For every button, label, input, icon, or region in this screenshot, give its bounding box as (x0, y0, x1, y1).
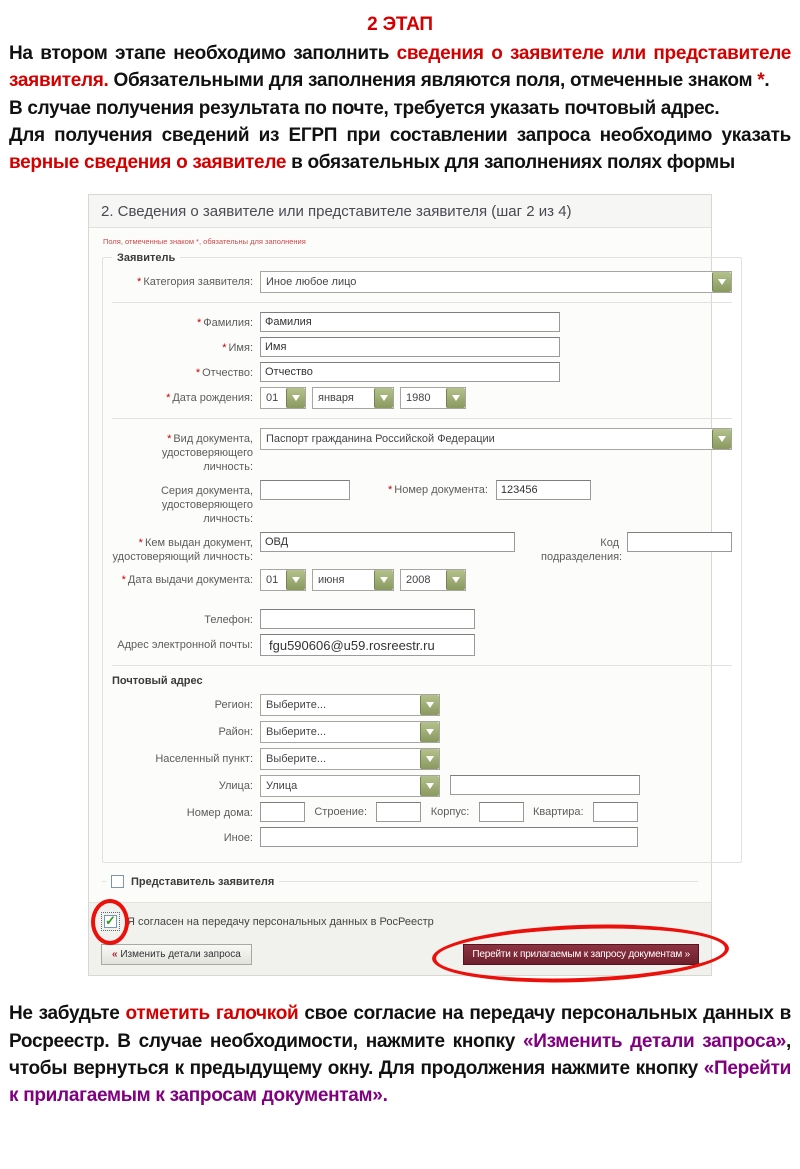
intro-highlight-applicant-info: сведения о заявителе или представителе заявителя. (9, 43, 791, 92)
postal-address-legend: Почтовый адрес (112, 675, 203, 688)
category-row (112, 271, 732, 293)
issue-month-value: июня (318, 574, 345, 587)
intro-text: На втором этапе необходимо заполнить (9, 43, 397, 64)
outro-text: , чтобы вернуться к предыдущему окну. Для продолжения нажмите кнопку (9, 1030, 791, 1079)
chevron-down-icon (446, 388, 465, 408)
issue-year-select[interactable] (400, 569, 466, 591)
issue-day-value: 01 (266, 574, 279, 587)
next-step-button[interactable]: Перейти к прилагаемым к запросу документам » (463, 944, 699, 965)
required-asterisk: * (195, 366, 201, 379)
intro-text: в обязательных для заполнениях полях формы (286, 152, 735, 174)
issuer-input[interactable] (260, 532, 515, 552)
outro-highlight-check: отметить галочкой (125, 1003, 299, 1025)
street-extra-input[interactable] (450, 775, 640, 795)
docnumber-input[interactable] (496, 480, 591, 500)
intro-paragraph-1 (0, 40, 800, 95)
phone-label: Телефон: (204, 614, 253, 627)
settlement-select[interactable] (260, 748, 440, 770)
email-input[interactable] (260, 634, 475, 656)
district-row (112, 721, 732, 743)
birth-year-select[interactable] (400, 387, 466, 409)
region-select[interactable] (260, 694, 440, 716)
form-footer (89, 902, 711, 975)
street-row (112, 775, 732, 797)
outro-text: Не забудьте (9, 1003, 126, 1025)
intro-text: Для получения сведений из ЕГРП при составлении запроса необходимо указать (9, 125, 791, 147)
required-asterisk: * (166, 391, 171, 404)
other-label: Иное: (223, 832, 253, 845)
unitcode-input[interactable] (627, 532, 732, 552)
birth-day-value: 01 (266, 391, 279, 404)
lastname-row (112, 312, 732, 332)
street-label: Улица: (218, 780, 253, 793)
representative-label: Представитель заявителя (131, 875, 275, 888)
block-input[interactable] (479, 802, 524, 822)
intro-paragraph-3 (0, 122, 800, 177)
issuedate-label: Дата выдачи документа: (127, 574, 253, 587)
required-asterisk: * (222, 341, 227, 354)
divider (112, 665, 732, 666)
category-value: Иное любое лицо (266, 275, 357, 288)
flat-label: Квартира: (533, 806, 584, 819)
stage-heading: 2 ЭТАП (367, 14, 433, 35)
chevron-down-icon (286, 570, 305, 590)
birthdate-label: Дата рождения: (172, 391, 253, 404)
house-input[interactable] (260, 802, 305, 822)
edit-request-button-label: Изменить детали запроса (117, 949, 241, 961)
issuedate-row (112, 569, 732, 591)
divider (112, 418, 732, 419)
chevron-down-icon (420, 695, 439, 715)
applicant-legend: Заявитель (117, 251, 176, 264)
representative-checkbox[interactable] (111, 875, 124, 888)
required-asterisk: * (196, 316, 202, 329)
issuer-label: Кем выдан документ, удостоверяющий личность: (112, 536, 253, 563)
district-label: Район: (218, 726, 253, 739)
consent-label: Я согласен на передачу персональных данных в РосРеестр (127, 915, 434, 928)
district-value: Выберите... (266, 726, 327, 739)
outro-edit-button-ref: «Изменить детали запроса» (522, 1030, 787, 1052)
outro-text: свое согласие на передачу персональных данных в Росреестр. В случае необходимости, нажмите кнопку (9, 1003, 792, 1052)
settlement-value: Выберите... (266, 753, 327, 766)
docnumber-label: Номер документа: (394, 483, 488, 496)
required-asterisk: * (388, 483, 393, 496)
chevron-down-icon (420, 749, 439, 769)
doctype-label: Вид документа, удостоверяющего личность: (161, 432, 253, 474)
block-label: Корпус: (430, 806, 470, 819)
phone-input[interactable] (260, 609, 475, 629)
chevron-down-icon (712, 272, 731, 292)
email-label: Адрес электронной почты: (117, 639, 253, 652)
other-row (112, 827, 732, 847)
district-select[interactable] (260, 721, 440, 743)
email-row (112, 634, 732, 656)
lastname-input[interactable] (260, 312, 560, 332)
street-value: Улица (266, 780, 298, 793)
issuer-row (112, 532, 732, 565)
chevron-down-icon (446, 570, 465, 590)
form-step-title: 2. Сведения о заявителе или представителе заявителя (шаг 2 из 4) (89, 195, 711, 228)
doctype-row (112, 428, 732, 475)
consent-row (101, 915, 699, 928)
required-asterisk: * (138, 536, 143, 549)
required-fields-note: Поля, отмеченные знаком *, обязательны для заполнения (103, 236, 306, 246)
doctype-select[interactable] (260, 428, 732, 450)
settlement-label: Населенный пункт: (155, 753, 253, 766)
category-select[interactable] (260, 271, 732, 293)
issue-day-select[interactable] (260, 569, 306, 591)
outro-paragraph (0, 1000, 800, 1109)
house-row (112, 802, 732, 822)
chevron-down-icon (286, 388, 305, 408)
representative-fieldset (102, 875, 698, 896)
docseries-input[interactable] (260, 480, 350, 500)
chevron-down-icon (374, 570, 393, 590)
region-label: Регион: (214, 699, 253, 712)
settlement-row (112, 748, 732, 770)
firstname-row (112, 337, 732, 357)
required-asterisk: * (167, 432, 172, 445)
region-row (112, 694, 732, 716)
building-input[interactable] (376, 802, 421, 822)
button-row (101, 944, 699, 965)
required-asterisk: * (137, 275, 142, 288)
lastname-label: Фамилия: (203, 316, 253, 329)
form-screenshot (88, 194, 712, 976)
building-label: Строение: (314, 806, 368, 819)
consent-checkbox[interactable] (104, 915, 117, 928)
applicant-fieldset (102, 252, 742, 863)
chevron-down-icon (420, 776, 439, 796)
middlename-row (112, 362, 732, 382)
docseries-row (112, 480, 732, 527)
intro-text: Обязательными для заполнения являются поля, отмеченные знаком (108, 70, 758, 92)
unitcode-label: Код подразделения: (541, 536, 623, 563)
page (0, 14, 800, 1110)
phone-row (112, 609, 732, 629)
firstname-label: Имя: (228, 341, 253, 354)
intro-text: . (764, 70, 770, 92)
birthdate-row (112, 387, 732, 409)
required-asterisk: * (757, 70, 765, 92)
chevron-down-icon (712, 429, 731, 449)
chevron-down-icon (420, 722, 439, 742)
other-input[interactable] (260, 827, 638, 847)
doctype-value: Паспорт гражданина Российской Федерации (266, 432, 495, 445)
birth-month-select[interactable] (312, 387, 394, 409)
birth-month-value: января (318, 391, 354, 404)
flat-input[interactable] (593, 802, 638, 822)
intro-paragraph-2: В случае получения результата по почте, требуется указать почтовый адрес. (9, 97, 720, 119)
issue-year-value: 2008 (406, 574, 431, 587)
birth-year-value: 1980 (406, 391, 431, 404)
middlename-input[interactable] (260, 362, 560, 382)
edit-request-button[interactable] (101, 944, 252, 965)
middlename-label: Отчество: (202, 366, 253, 379)
region-value: Выберите... (266, 699, 327, 712)
outro-next-button-ref: «Перейти к прилагаемым к запросам документам». (9, 1057, 791, 1107)
divider (112, 302, 732, 303)
birth-day-select[interactable] (260, 387, 306, 409)
house-label: Номер дома: (186, 807, 253, 820)
chevron-down-icon (374, 388, 393, 408)
category-label: Категория заявителя: (143, 275, 253, 288)
street-select[interactable] (260, 775, 440, 797)
intro-highlight-correct-info: верные сведения о заявителе (9, 152, 287, 174)
issue-month-select[interactable] (312, 569, 394, 591)
back-chevrons: « (112, 949, 118, 961)
firstname-input[interactable] (260, 337, 560, 357)
required-asterisk: * (121, 574, 126, 587)
docseries-label: Серия документа, удостоверяющего личность: (160, 484, 253, 526)
